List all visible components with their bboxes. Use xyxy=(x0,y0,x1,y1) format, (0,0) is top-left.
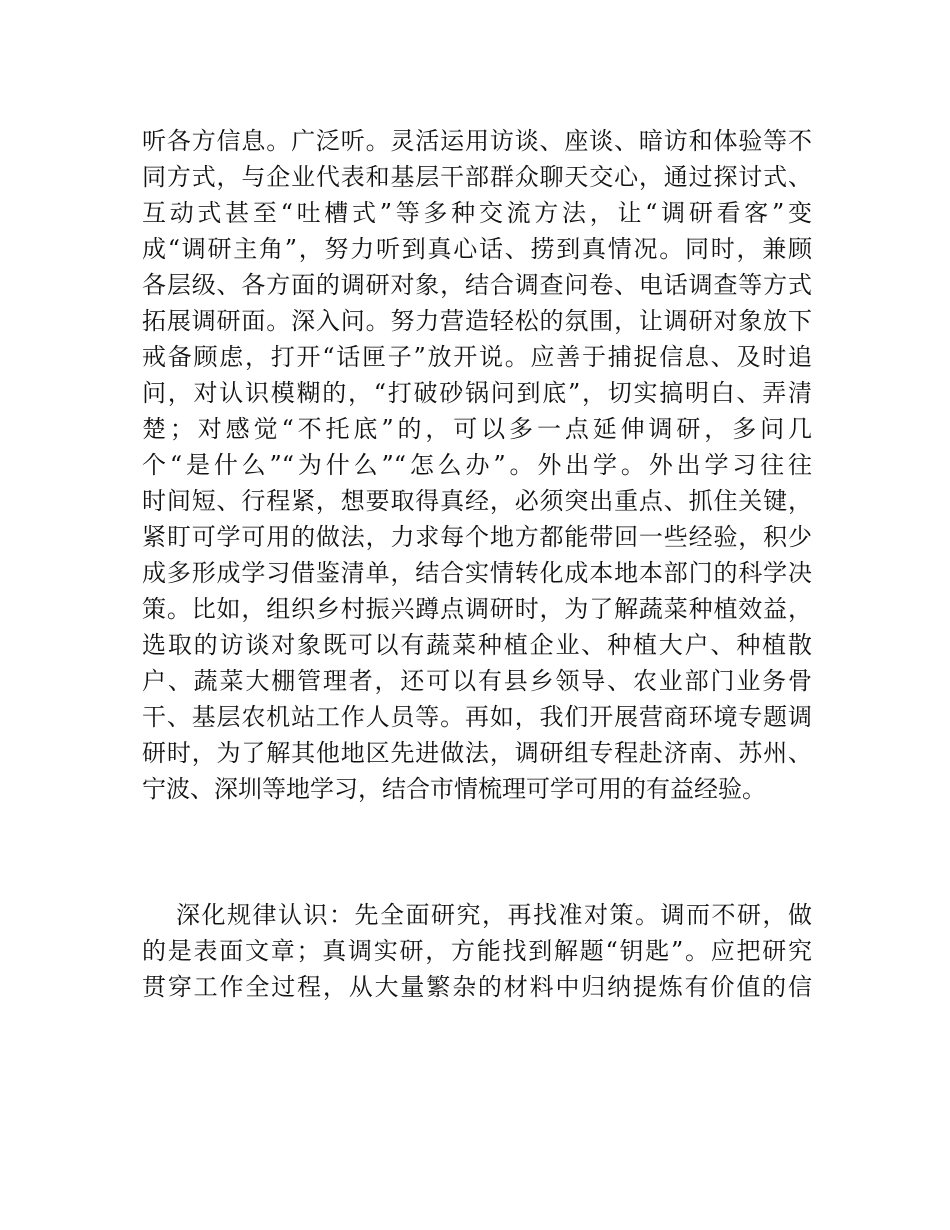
paragraph-line: 研时，为了解其他地区先进做法，调研组专程赴济南、苏州、 xyxy=(142,739,812,767)
paragraph-line: 选取的访谈对象既可以有蔬菜种植企业、种植大户、种植散 xyxy=(142,631,812,659)
paragraph-line: 拓展调研面。深入问。努力营造轻松的氛围，让调研对象放下 xyxy=(142,307,812,335)
paragraph-line: 成“调研主角”，努力听到真心话、捞到真情况。同时，兼顾 xyxy=(142,235,812,263)
paragraph-line: 个“是什么”“为什么”“怎么办”。外出学。外出学习往往 xyxy=(142,451,812,479)
paragraph-line: 楚；对感觉“不托底”的，可以多一点延伸调研，多问几 xyxy=(142,415,812,443)
paragraph-line: 戒备顾虑，打开“话匣子”放开说。应善于捕捉信息、及时追 xyxy=(142,343,812,371)
paragraph-line: 策。比如，组织乡村振兴蹲点调研时，为了解蔬菜种植效益， xyxy=(142,595,812,623)
paragraph-line: 各层级、各方面的调研对象，结合调查问卷、电话调查等方式 xyxy=(142,271,812,299)
paragraph-line: 贯穿工作全过程，从大量繁杂的材料中归纳提炼有价值的信 xyxy=(142,973,812,1001)
paragraph-line: 成多形成学习借鉴清单，结合实情转化成本地本部门的科学决 xyxy=(142,559,812,587)
paragraph-line: 干、基层农机站工作人员等。再如，我们开展营商环境专题调 xyxy=(142,703,812,731)
paragraph-line: 互动式甚至“吐槽式”等多种交流方法，让“调研看客”变 xyxy=(142,199,812,227)
body-paragraph-2 xyxy=(142,897,812,1005)
body-paragraph-1 xyxy=(142,123,812,807)
paragraph-line: 宁波、深圳等地学习，结合市情梳理可学可用的有益经验。 xyxy=(142,775,766,803)
paragraph-line: 问，对认识模糊的，“打破砂锅问到底”，切实搞明白、弄清 xyxy=(142,379,812,407)
paragraph-line: 听各方信息。广泛听。灵活运用访谈、座谈、暗访和体验等不 xyxy=(142,127,812,155)
paragraph-line: 同方式，与企业代表和基层干部群众聊天交心，通过探讨式、 xyxy=(142,163,812,191)
paragraph-line: 紧盯可学可用的做法，力求每个地方都能带回一些经验，积少 xyxy=(142,523,812,551)
paragraph-line: 户、蔬菜大棚管理者，还可以有县乡领导、农业部门业务骨 xyxy=(142,667,812,695)
paragraph-line: 深化规律认识：先全面研究，再找准对策。调而不研，做 xyxy=(176,901,812,929)
paragraph-line: 时间短、行程紧，想要取得真经，必须突出重点、抓住关键， xyxy=(142,487,812,515)
paragraph-line: 的是表面文章；真调实研，方能找到解题“钥匙”。应把研究 xyxy=(142,937,812,965)
